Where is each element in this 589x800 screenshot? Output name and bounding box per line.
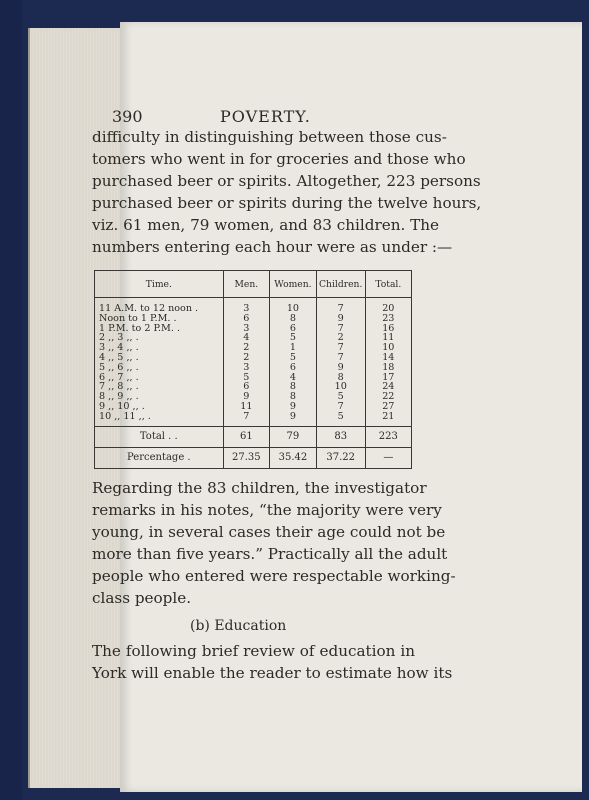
text-line: tomers who went in for groceries and those who	[92, 150, 466, 168]
women-cell: 8	[289, 391, 296, 403]
text-line: more than five years.” Practically all the adult	[92, 545, 448, 563]
text-line: people who entered were respectable working-	[92, 567, 456, 585]
children-cell: 5	[337, 391, 344, 403]
total-men: 61	[223, 426, 269, 447]
total-women: 79	[270, 426, 317, 447]
time-cell: 2 ,, 3 ,, .	[99, 332, 139, 344]
time-cell: 6 ,, 7 ,, .	[99, 371, 139, 383]
women-cell: 5	[289, 351, 296, 363]
header-time: Time.	[95, 271, 224, 298]
total-row	[95, 426, 412, 447]
total-cell: 27	[382, 400, 395, 412]
time-column	[95, 298, 224, 427]
total-cell: 14	[382, 351, 395, 363]
men-cell: 6	[243, 381, 250, 393]
header-children: Children.	[316, 271, 365, 298]
percentage-row	[95, 447, 412, 468]
time-cell: 3 ,, 4 ,, .	[99, 342, 139, 354]
total-cell: 11	[382, 332, 395, 344]
men-cell: 4	[243, 332, 250, 344]
text-line: class people.	[92, 589, 192, 607]
men-cell: 6	[243, 312, 250, 324]
women-cell: 5	[289, 332, 296, 344]
total-column	[365, 298, 411, 427]
women-cell: 9	[289, 410, 296, 422]
text-line: York will enable the reader to estimate how its	[92, 664, 453, 682]
total-cell: 18	[382, 361, 395, 373]
table-body-row	[95, 298, 412, 427]
total-cell: 17	[382, 371, 395, 383]
text-line: purchased beer or spirits during the twelve hours,	[92, 194, 482, 212]
children-cell: 2	[337, 332, 344, 344]
header-women: Women.	[270, 271, 317, 298]
percentage-total: —	[365, 447, 411, 468]
time-cell: 5 ,, 6 ,, .	[99, 361, 139, 373]
text-line: numbers entering each hour were as under :—	[92, 238, 453, 256]
children-cell: 8	[337, 371, 344, 383]
children-cell: 7	[337, 400, 344, 412]
children-cell: 9	[337, 361, 344, 373]
percentage-men: 27.35	[223, 447, 269, 468]
men-cell: 5	[243, 371, 250, 383]
text-line: The following brief review of education in	[92, 642, 415, 660]
children-cell: 7	[337, 303, 344, 314]
total-label: Total . .	[95, 426, 224, 447]
women-cell: 8	[289, 312, 296, 324]
men-cell: 3	[243, 303, 250, 314]
men-cell: 2	[243, 351, 250, 363]
percentage-children: 37.22	[316, 447, 365, 468]
time-cell: 4 ,, 5 ,, .	[99, 351, 139, 363]
men-cell: 7	[243, 410, 250, 422]
total-cell: 24	[382, 381, 395, 393]
total-cell: 16	[382, 322, 395, 334]
total-cell: 10	[382, 342, 395, 354]
children-cell: 10	[334, 381, 347, 393]
book-binding	[0, 0, 22, 800]
men-cell: 3	[243, 361, 250, 373]
children-cell: 7	[337, 342, 344, 354]
women-column	[270, 298, 317, 427]
total-cell: 22	[382, 391, 395, 403]
time-cell: 11 A.M. to 12 noon .	[99, 303, 199, 314]
text-line: Regarding the 83 children, the investigator	[92, 479, 427, 497]
men-column	[223, 298, 269, 427]
header-men: Men.	[223, 271, 269, 298]
text-line: difficulty in distinguishing between those cus-	[92, 128, 447, 146]
text-line: young, in several cases their age could not be	[92, 523, 446, 541]
women-cell: 1	[289, 342, 296, 354]
men-cell: 2	[243, 342, 250, 354]
women-cell: 6	[289, 322, 296, 334]
running-title: POVERTY.	[220, 107, 311, 126]
total-cell: 20	[382, 303, 395, 314]
total-cell: 21	[382, 410, 395, 422]
men-cell: 11	[240, 400, 253, 412]
time-cell: 8 ,, 9 ,, .	[99, 391, 139, 403]
children-cell: 5	[337, 410, 344, 422]
page-number: 390	[112, 107, 143, 126]
hourly-entries-table	[94, 270, 412, 469]
percentage-label: Percentage .	[95, 447, 224, 468]
text-line: viz. 61 men, 79 women, and 83 children. The	[92, 216, 440, 234]
children-cell: 7	[337, 322, 344, 334]
header-total: Total.	[365, 271, 411, 298]
time-cell: Noon to 1 P.M. .	[99, 312, 177, 324]
women-cell: 4	[289, 371, 296, 383]
children-cell: 7	[337, 351, 344, 363]
time-cell: 10 ,, 11 ,, .	[99, 410, 151, 422]
total-all: 223	[365, 426, 411, 447]
time-cell: 1 P.M. to 2 P.M. .	[99, 322, 181, 334]
women-cell: 8	[289, 381, 296, 393]
total-children: 83	[316, 426, 365, 447]
percentage-women: 35.42	[270, 447, 317, 468]
women-cell: 10	[286, 303, 300, 314]
women-cell: 6	[289, 361, 296, 373]
text-line: purchased beer or spirits. Altogether, 223 persons	[92, 172, 481, 190]
men-cell: 9	[243, 391, 250, 403]
children-column	[316, 298, 365, 427]
men-cell: 3	[243, 322, 250, 334]
section-heading: (b) Education	[190, 618, 287, 634]
time-cell: 9 ,, 10 ,, .	[99, 400, 145, 412]
text-line: remarks in his notes, “the majority were very	[92, 501, 442, 519]
children-cell: 9	[337, 312, 344, 324]
table-header-row	[95, 271, 412, 298]
women-cell: 9	[289, 400, 296, 412]
total-cell: 23	[382, 312, 395, 324]
time-cell: 7 ,, 8 ,, .	[99, 381, 139, 393]
